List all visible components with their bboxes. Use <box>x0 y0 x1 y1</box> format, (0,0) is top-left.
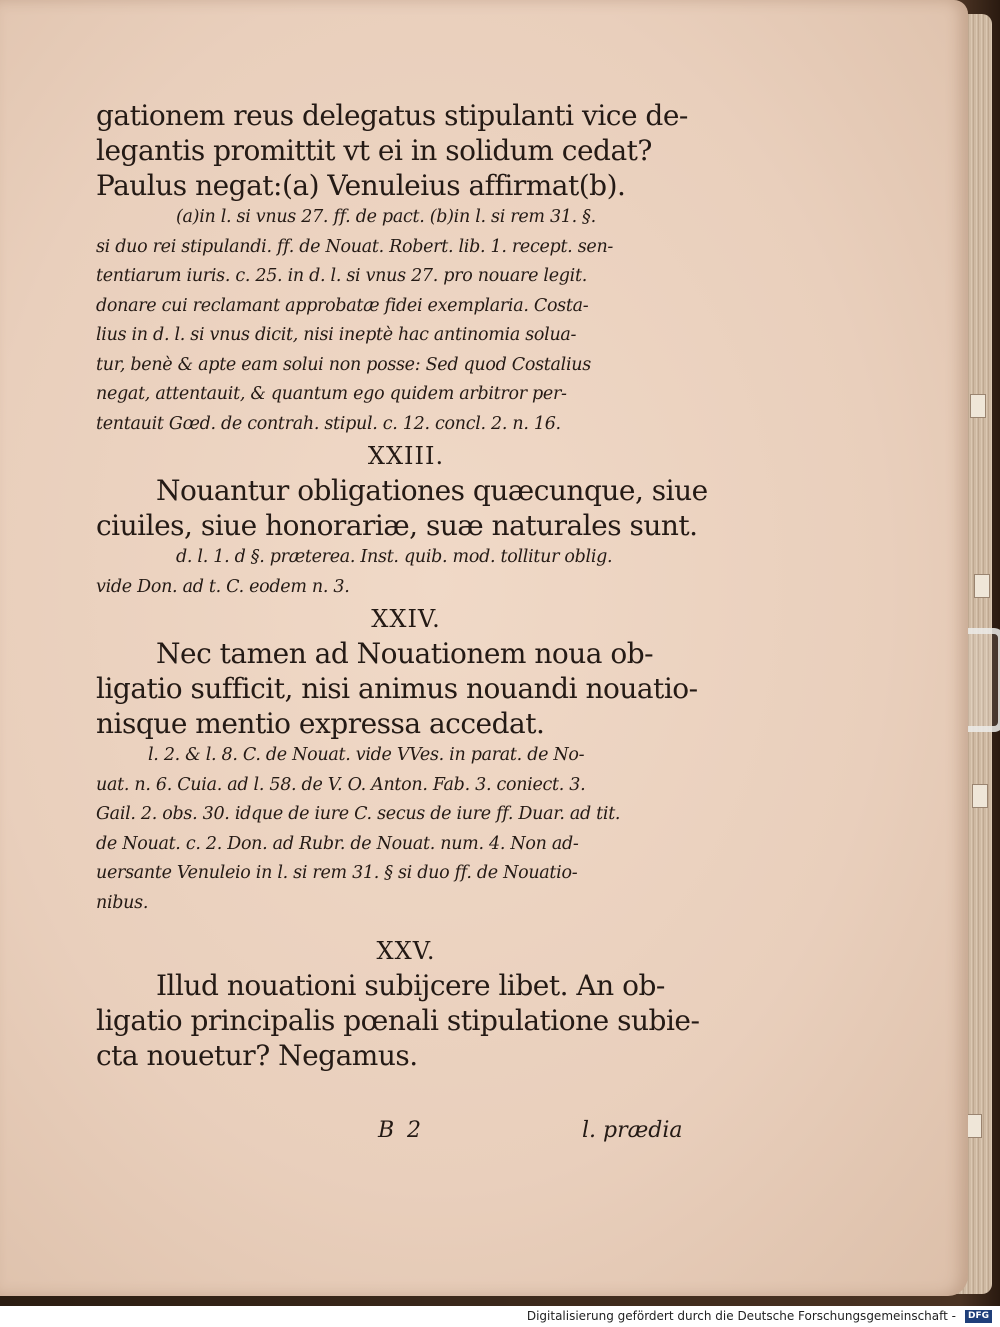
text-line: gationem reus delegatus stipulanti vice de- <box>96 99 688 132</box>
footnote-line: d. l. 1. d §. præterea. Inst. quib. mod. tollitur oblig. <box>176 547 613 567</box>
text-line: cta nouetur? Negamus. <box>96 1039 418 1072</box>
footnote-line: tentiarum iuris. c. 25. in d. l. si vnus 27. pro nouare legit. <box>96 266 587 286</box>
text-line: nisque mentio expressa accedat. <box>96 707 545 740</box>
text-line: Paulus negat:(a) Venuleius affirmat(b). <box>96 169 626 202</box>
footnote-line: de Nouat. c. 2. Don. ad Rubr. de Nouat. num. 4. Non ad- <box>96 833 579 854</box>
section-heading: XXIII. <box>367 442 445 470</box>
footnote-line: negat, attentauit, & quantum ego quidem arbitror per- <box>96 384 567 404</box>
page-tab-marker <box>970 394 986 418</box>
page-tab-marker <box>974 574 990 598</box>
footnote-line: Gail. 2. obs. 30. idque de iure C. secus de iure ff. Duar. ad tit. <box>96 804 621 824</box>
footnote-line: l. 2. & l. 8. C. de Nouat. vide VVes. in parat. de No- <box>148 745 585 765</box>
text-line: Nec tamen ad Nouationem noua ob- <box>156 637 654 670</box>
section-heading: XXIV. <box>371 605 441 633</box>
footnote-line: si duo rei stipulandi. ff. de Nouat. Robert. lib. 1. recept. sen- <box>96 236 614 257</box>
footnote-line: (a)in l. si vnus 27. ff. de pact. (b)in l. si rem 31. §. <box>176 207 596 227</box>
footnote-line: uersante Venuleio in l. si rem 31. § si duo ff. de Nouatio- <box>96 863 578 883</box>
page-footer <box>0 1118 968 1152</box>
digitization-credit-bar <box>0 1306 1000 1327</box>
footnote-line: lius in d. l. si vnus dicit, nisi ineptè hac antinomia solua- <box>96 325 577 345</box>
signature-mark: B <box>378 1118 395 1143</box>
text-line: ciuiles, siue honorariæ, suæ naturales sunt. <box>96 509 698 542</box>
text-line: legantis promittit vt ei in solidum cedat? <box>96 134 652 167</box>
page-tab-marker <box>966 1114 982 1138</box>
text-line: Nouantur obligationes quæcunque, siue <box>156 474 708 507</box>
footnote-line: uat. n. 6. Cuia. ad l. 58. de V. O. Anton. Fab. 3. coniect. 3. <box>96 774 586 795</box>
footnote-line: nibus. <box>96 892 149 913</box>
footnote-line: tentauit Gœd. de contrah. stipul. c. 12. concl. 2. n. 16. <box>96 413 561 434</box>
signature-number: 2 <box>407 1118 421 1143</box>
page-tab-marker <box>972 784 988 808</box>
footnote-line: tur, benè & apte eam solui non posse: Sed quod Costalius <box>96 354 591 375</box>
text-line: Illud nouationi subijcere libet. An ob- <box>156 969 665 1002</box>
text-line: ligatio principalis pœnali stipulatione subie- <box>96 1004 700 1037</box>
text-line: ligatio sufficit, nisi animus nouandi nouatio- <box>96 672 698 705</box>
dfg-logo: DFG <box>965 1310 992 1323</box>
credit-text: Digitalisierung gefördert durch die Deutsche Forschungsgemeinschaft - <box>526 1309 956 1323</box>
footnote-line: donare cui reclamant approbatæ fidei exemplaria. Costa- <box>96 295 589 316</box>
page-text <box>96 98 716 1073</box>
section-heading: XXV. <box>376 937 436 965</box>
catchword: l. prædia <box>582 1118 683 1143</box>
footnote-line: vide Don. ad t. C. eodem n. 3. <box>96 576 350 597</box>
